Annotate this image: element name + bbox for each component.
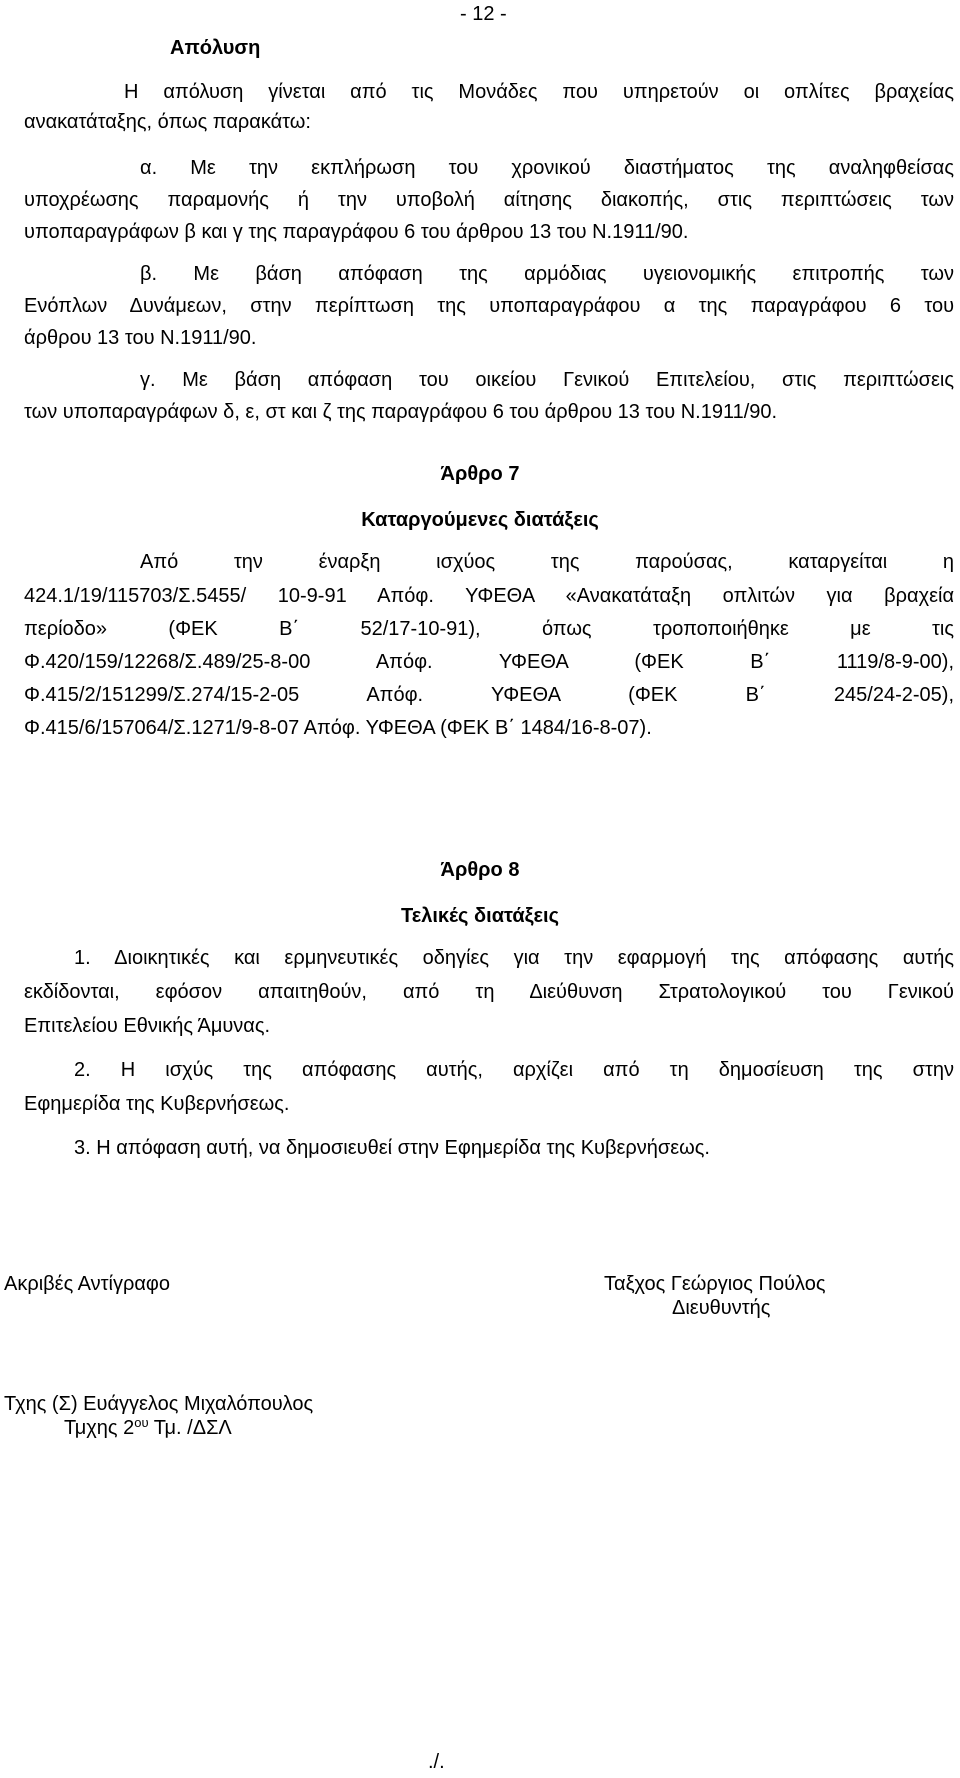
paragraph-line: Από την έναρξη ισχύος της παρούσας, καταργείται η bbox=[140, 551, 954, 573]
article-8-subtitle: Τελικές διατάξεις bbox=[400, 905, 560, 927]
paragraph-line: των υποπαραγράφων δ, ε, στ και ζ της παραγράφου 6 του άρθρου 13 του Ν.1911/90. bbox=[24, 401, 778, 423]
paragraph-line: ανακατάταξης, όπως παρακάτω: bbox=[24, 111, 311, 133]
paragraph-line: Εφημερίδα της Κυβερνήσεως. bbox=[24, 1093, 290, 1115]
certified-copy-label: Ακριβές Αντίγραφο bbox=[4, 1273, 171, 1295]
paragraph-line: α. Με την εκπλήρωση του χρονικού διαστήματος της αναληφθείσας bbox=[140, 157, 954, 179]
signatory-name: Ταξχος Γεώργιος Πούλος bbox=[604, 1273, 826, 1295]
paragraph-line: γ. Με βάση απόφαση του οικείου Γενικού Επιτελείου, στις περιπτώσεις bbox=[140, 369, 954, 391]
paragraph-line: 1. Διοικητικές και ερμηνευτικές οδηγίες για την εφαρμογή της απόφασης αυτής bbox=[74, 947, 954, 969]
article-8-title: Άρθρο 8 bbox=[440, 859, 520, 881]
officer-role-prefix: Τμχης 2 bbox=[64, 1417, 135, 1439]
paragraph-line: Φ.415/6/157064/Σ.1271/9-8-07 Απόφ. ΥΦΕΘΑ (ΦΕΚ Β΄ 1484/16-8-07). bbox=[24, 717, 652, 739]
paragraph-line: Φ.415/2/151299/Σ.274/15-2-05 Απόφ. ΥΦΕΘΑ (ΦΕΚ Β΄ 245/24-2-05), bbox=[24, 684, 954, 706]
officer-role-superscript: ου bbox=[134, 1415, 149, 1430]
paragraph-line: περίοδο» (ΦΕΚ Β΄ 52/17-10-91), όπως τροποποιήθηκε με τις bbox=[24, 618, 954, 640]
paragraph-line: 3. Η απόφαση αυτή, να δημοσιευθεί στην Εφημερίδα της Κυβερνήσεως. bbox=[74, 1137, 710, 1159]
paragraph-line: 2. Η ισχύς της απόφασης αυτής, αρχίζει από τη δημοσίευση της στην bbox=[74, 1059, 954, 1081]
paragraph-line: 424.1/19/115703/Σ.5455/ 10-9-91 Απόφ. ΥΦΕΘΑ «Ανακατάταξη οπλιτών για βραχεία bbox=[24, 585, 954, 607]
article-7-title: Άρθρο 7 bbox=[440, 463, 520, 485]
paragraph-line: Επιτελείου Εθνικής Άμυνας. bbox=[24, 1015, 271, 1037]
officer-name: Τχης (Σ) Ευάγγελος Μιχαλόπουλος bbox=[4, 1393, 314, 1415]
paragraph-line: άρθρου 13 του Ν.1911/90. bbox=[24, 327, 257, 349]
section-heading-dismissal: Απόλυση bbox=[170, 37, 261, 59]
paragraph-line: Η απόλυση γίνεται από τις Μονάδες που υπηρετούν οι οπλίτες βραχείας bbox=[124, 81, 954, 103]
paragraph-line: υποπαραγράφων β και γ της παραγράφου 6 του άρθρου 13 του Ν.1911/90. bbox=[24, 221, 689, 243]
signatory-title: Διευθυντής bbox=[672, 1297, 771, 1319]
paragraph-line: β. Με βάση απόφαση της αρμόδιας υγειονομικής επιτροπής των bbox=[140, 263, 954, 285]
officer-role-suffix: Τμ. /ΔΣΛ bbox=[148, 1417, 232, 1439]
paragraph-line: Ενόπλων Δυνάμεων, στην περίπτωση της υποπαραγράφου α της παραγράφου 6 του bbox=[24, 295, 954, 317]
article-7-subtitle: Καταργούμενες διατάξεις bbox=[361, 509, 599, 531]
page-number: - 12 - bbox=[460, 3, 507, 25]
paragraph-line: Φ.420/159/12268/Σ.489/25-8-00 Απόφ. ΥΦΕΘΑ (ΦΕΚ Β΄ 1119/8-9-00), bbox=[24, 651, 954, 673]
paragraph-line: υποχρέωσης παραμονής ή την υποβολή αίτησης διακοπής, στις περιπτώσεις των bbox=[24, 189, 954, 211]
end-mark: ./. bbox=[428, 1751, 445, 1773]
paragraph-line: εκδίδονται, εφόσον απαιτηθούν, από τη Διεύθυνση Στρατολογικού του Γενικού bbox=[24, 981, 954, 1003]
officer-role bbox=[64, 1416, 232, 1440]
